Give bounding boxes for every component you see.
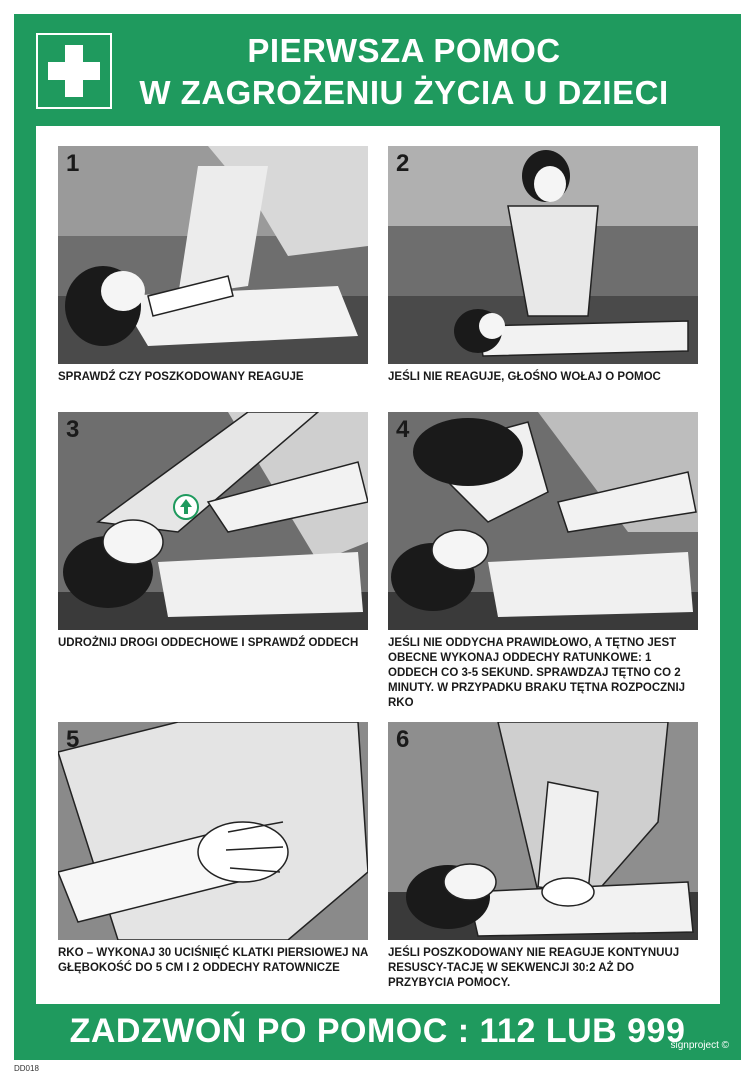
step-6-caption: JEŚLI POSZKODOWANY NIE REAGUJE KONTYNUUJ RESUSCY-TACJĘ W SEKWENCJI 30:2 AŻ DO PRZYBYCIA POMOCY. (388, 947, 680, 989)
step-2-caption: JEŚLI NIE REAGUJE, GŁOŚNO WOŁAJ O POMOC (388, 371, 661, 383)
header (14, 14, 741, 126)
step-number: 1 (66, 150, 80, 177)
step-number: 2 (396, 150, 410, 177)
step-number: 3 (66, 416, 80, 443)
brand-label: signproject © (670, 1040, 729, 1051)
step-3-illustration (58, 412, 368, 630)
title-line-2: W ZAGROŻENIU ŻYCIA U DZIECI (139, 74, 669, 111)
step-1-illustration (58, 146, 368, 364)
step-2-illustration (388, 146, 698, 364)
page-title (124, 30, 684, 114)
step-6-illustration (388, 722, 698, 940)
footer (14, 1004, 741, 1060)
step-3-caption: UDROŻNIJ DROGI ODDECHOWE I SPRAWDŹ ODDECH (58, 637, 359, 649)
step-number: 6 (396, 726, 410, 753)
first-aid-cross-icon (36, 33, 112, 109)
step-1-caption: SPRAWDŹ CZY POSZKODOWANY REAGUJE (58, 371, 304, 383)
step-number: 5 (66, 726, 80, 753)
step-4-illustration (388, 412, 698, 630)
steps-area (36, 126, 720, 1004)
step-5-caption: RKO – WYKONAJ 30 UCIŚNIĘĆ KLATKI PIERSIOWEJ NA GŁĘBOKOŚĆ DO 5 CM I 2 ODDECHY RATOWNICZE (58, 947, 368, 974)
title-line-1: PIERWSZA POMOC (247, 32, 561, 69)
step-5-illustration (58, 722, 368, 940)
sign-frame (14, 14, 741, 1060)
emergency-call-text: ZADZWOŃ PO POMOC : 112 LUB 999 (69, 1012, 686, 1050)
product-code: DD018 (14, 1064, 39, 1073)
step-4-caption: JEŚLI NIE ODDYCHA PRAWIDŁOWO, A TĘTNO JEST OBECNE WYKONAJ ODDECHY RATUNKOWE: 1 ODDECH CO 3-5 SEKUND. SPRAWDZAJ TĘTNO CO 2 MINUTY. W PRZYPADKU BRAKU TĘTNA ROZPOCZNIJ RKO (388, 637, 686, 709)
step-number: 4 (396, 416, 410, 443)
